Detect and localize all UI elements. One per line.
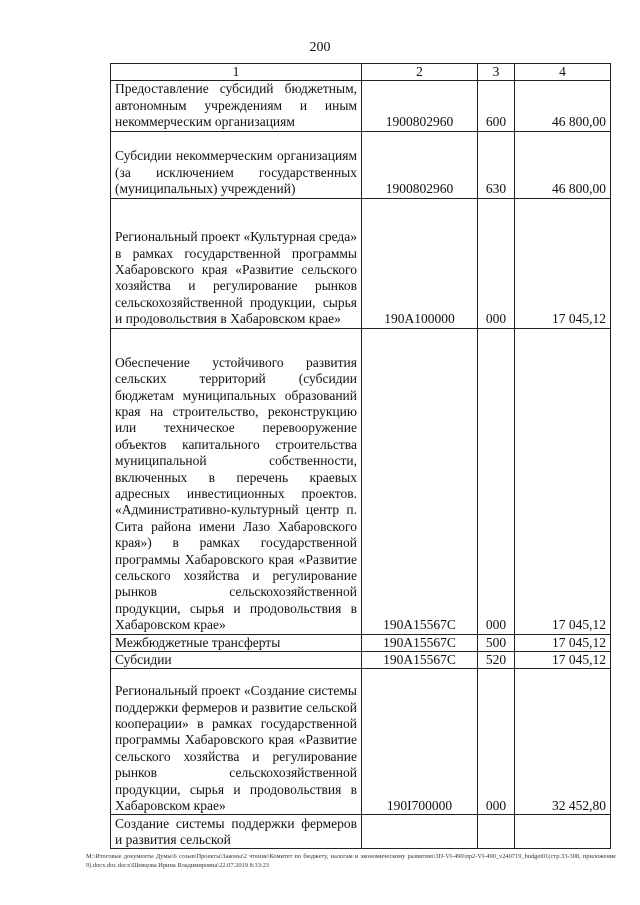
row-vr: 000 bbox=[478, 198, 515, 328]
table-row bbox=[111, 131, 611, 198]
row-code: 1900802960 bbox=[362, 81, 478, 131]
table-row bbox=[111, 815, 611, 849]
table-row bbox=[111, 198, 611, 328]
row-vr: 000 bbox=[478, 669, 515, 815]
row-name: Создание системы поддержки фермеров и развития сельской bbox=[111, 815, 362, 849]
row-code: 190A15567C bbox=[362, 328, 478, 634]
row-code: 190A15567C bbox=[362, 634, 478, 651]
row-name: Предоставление субсидий бюджетным, автономным учреждениям и иным некоммерческим организациям bbox=[111, 81, 362, 131]
row-sum: 32 452,80 bbox=[515, 669, 611, 815]
row-name: Субсидии некоммерческим организациям (за исключением государственных (муниципальных) учреждений) bbox=[111, 131, 362, 198]
row-sum: 46 800,00 bbox=[515, 131, 611, 198]
row-vr bbox=[478, 815, 515, 849]
row-sum: 17 045,12 bbox=[515, 652, 611, 669]
table-row bbox=[111, 328, 611, 634]
row-sum: 17 045,12 bbox=[515, 198, 611, 328]
column-header-sum: 4 bbox=[515, 64, 611, 81]
column-header-vr: 3 bbox=[478, 64, 515, 81]
table-header-row bbox=[111, 64, 611, 81]
row-sum: 46 800,00 bbox=[515, 81, 611, 131]
budget-table bbox=[110, 63, 611, 849]
row-sum: 17 045,12 bbox=[515, 328, 611, 634]
row-name: Обеспечение устойчивого развития сельских территорий (субсидии бюджетам муниципальных образований края на строительство, реконструкцию или техническое перевооружение объектов капитального строительства муниципальной собственности, включенных в перечень краевых адресных инвестиционных проектов. «Административно-культурный центр п. Сита района имени Лазо Хабаровского края») в рамках государственной программы Хабаровского края «Развитие сельского хозяйства и регулирование рынков сельскохозяйственной продукции, сырья и продовольствия в Хабаровском крае» bbox=[111, 328, 362, 634]
row-vr: 000 bbox=[478, 328, 515, 634]
row-vr: 630 bbox=[478, 131, 515, 198]
row-code: 190I700000 bbox=[362, 669, 478, 815]
row-code: 1900802960 bbox=[362, 131, 478, 198]
row-name: Региональный проект «Создание системы поддержки фермеров и развитие сельской кооперации» в рамках государственной программы Хабаровского края «Развитие сельского хозяйства и регулирование рынков сельскохозяйственной продукции, сырья и продовольствия в Хабаровском крае» bbox=[111, 669, 362, 815]
page-number: 200 bbox=[309, 40, 331, 55]
row-name: Межбюджетные трансферты bbox=[111, 634, 362, 651]
row-sum bbox=[515, 815, 611, 849]
row-name: Субсидии bbox=[111, 652, 362, 669]
row-name: Региональный проект «Культурная среда» в рамках государственной программы Хабаровского края «Развитие сельского хозяйства и регулирование рынков сельскохозяйственной продукции, сырья и продовольствия в Хабаровском крае» bbox=[111, 198, 362, 328]
table-row bbox=[111, 634, 611, 651]
table-row bbox=[111, 652, 611, 669]
table-row bbox=[111, 669, 611, 815]
row-vr: 520 bbox=[478, 652, 515, 669]
row-code bbox=[362, 815, 478, 849]
row-sum: 17 045,12 bbox=[515, 634, 611, 651]
row-code: 190A15567C bbox=[362, 652, 478, 669]
row-vr: 500 bbox=[478, 634, 515, 651]
row-vr: 600 bbox=[478, 81, 515, 131]
column-header-code: 2 bbox=[362, 64, 478, 81]
table-row bbox=[111, 81, 611, 131]
column-header-name: 1 bbox=[111, 64, 362, 81]
file-path-footer: М:\Итоговые документы Думы\6 созыв\Проекты\Законы\2 чтение\Комитет по бюджету, налогам и экономическому развитию\3П-VI-490\пр2-VI-490_v240719_budget01(стр.33-308, приложение 9).docx.doc.docx\Шевцова Ирина Владимировна\22.07.2019 8:33:23 bbox=[86, 853, 616, 869]
row-code: 190A100000 bbox=[362, 198, 478, 328]
